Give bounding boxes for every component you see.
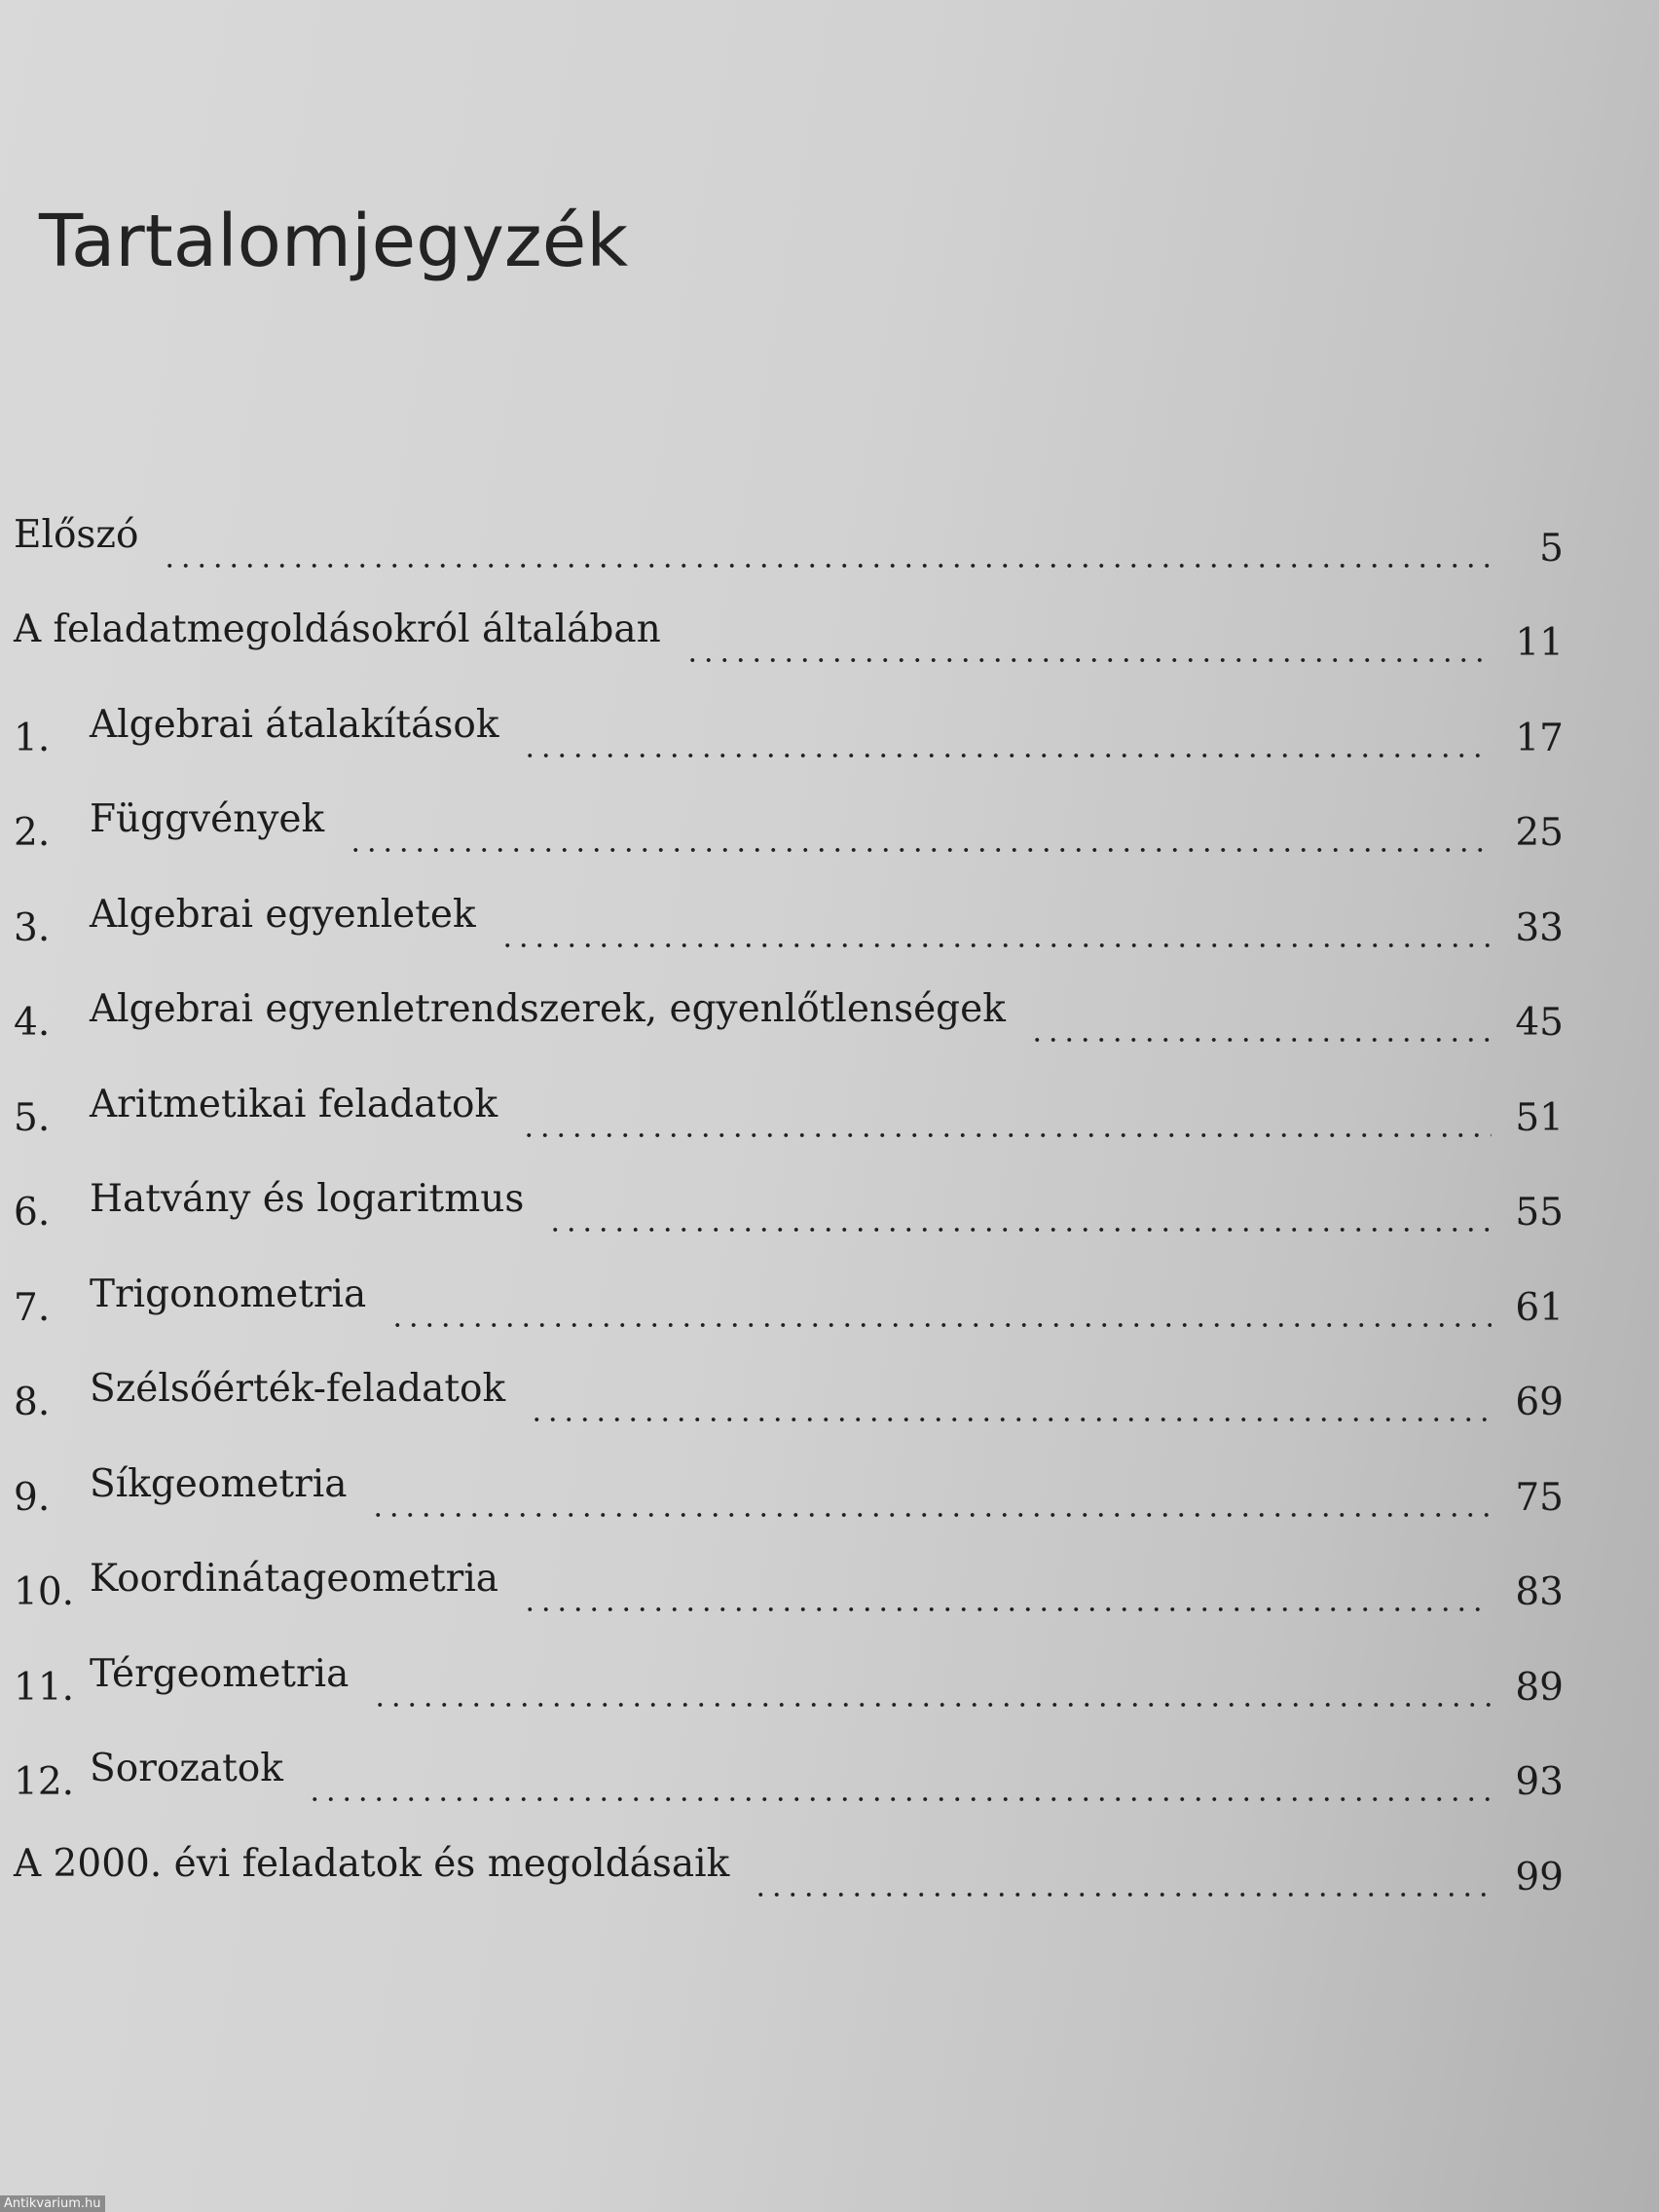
table-of-contents	[14, 502, 1564, 1927]
dot-leader	[521, 1132, 1492, 1138]
dot-leader	[370, 1512, 1492, 1518]
toc-entry-number: 6.	[14, 1191, 51, 1235]
toc-entry-title: Függvények	[90, 797, 325, 841]
toc-entry	[14, 1357, 1564, 1453]
toc-entry-title: Trigonometria	[90, 1272, 367, 1316]
toc-entry-number: 12.	[14, 1760, 75, 1804]
toc-entry-page-number: 51	[1515, 1095, 1564, 1140]
toc-entry	[14, 977, 1564, 1073]
toc-entry-page-number: 11	[1515, 621, 1564, 665]
toc-entry-number: 5.	[14, 1095, 51, 1140]
toc-entry-page-number: 17	[1515, 716, 1564, 760]
toc-entry-number: 8.	[14, 1381, 51, 1424]
toc-entry-title: Algebrai egyenletek	[90, 892, 476, 937]
toc-entry-number: 11.	[14, 1665, 75, 1710]
toc-entry-page-number: 89	[1515, 1665, 1564, 1710]
toc-entry-page-number: 69	[1515, 1381, 1564, 1424]
toc-entry-page-number: 5	[1539, 526, 1564, 571]
toc-entry-title: Hatvány és logaritmus	[90, 1177, 525, 1221]
toc-entry	[14, 1167, 1564, 1263]
toc-entry-number: 4.	[14, 1001, 51, 1045]
toc-entry-title: A 2000. évi feladatok és megoldásaik	[14, 1841, 730, 1886]
toc-entry-number: 9.	[14, 1475, 51, 1520]
dot-leader	[348, 847, 1492, 853]
toc-entry	[14, 502, 1564, 598]
toc-entry-page-number: 83	[1515, 1570, 1564, 1614]
toc-entry-page-number: 33	[1515, 905, 1564, 950]
toc-entry-number: 1.	[14, 716, 51, 760]
toc-entry-number: 7.	[14, 1285, 51, 1330]
dot-leader	[372, 1702, 1492, 1708]
toc-entry-page-number: 75	[1515, 1475, 1564, 1520]
toc-entry	[14, 788, 1564, 883]
toc-entry-title: Algebrai átalakítások	[90, 702, 499, 747]
toc-entry-title: Szélsőérték-feladatok	[90, 1367, 506, 1411]
dot-leader	[389, 1322, 1492, 1328]
toc-entry-number: 10.	[14, 1570, 75, 1614]
toc-entry-title: Sorozatok	[90, 1747, 283, 1790]
dot-leader	[307, 1796, 1492, 1802]
dot-leader	[684, 657, 1492, 663]
toc-entry-number: 3.	[14, 905, 51, 950]
dot-leader	[522, 1606, 1492, 1612]
toc-entry-page-number: 45	[1515, 1001, 1564, 1045]
dot-leader	[529, 1417, 1492, 1422]
toc-entry-page-number: 55	[1515, 1191, 1564, 1235]
toc-entry	[14, 1072, 1564, 1167]
dot-leader	[753, 1892, 1492, 1898]
toc-entry	[14, 598, 1564, 693]
toc-entry	[14, 1737, 1564, 1832]
toc-entry-page-number: 93	[1515, 1760, 1564, 1804]
toc-entry-title: Aritmetikai feladatok	[90, 1082, 498, 1126]
toc-entry-number: 2.	[14, 811, 51, 855]
watermark: Antikvarium.hu	[0, 2195, 105, 2212]
dot-leader	[1029, 1037, 1492, 1043]
dot-leader	[162, 563, 1492, 569]
toc-entry-title: Előszó	[14, 512, 139, 557]
toc-entry	[14, 1547, 1564, 1642]
toc-entry	[14, 1452, 1564, 1547]
dot-leader	[547, 1227, 1492, 1233]
toc-entry	[14, 1641, 1564, 1737]
toc-entry-title: Térgeometria	[90, 1651, 350, 1696]
toc-entry-page-number: 25	[1515, 811, 1564, 855]
toc-entry-title: Algebrai egyenletrendszerek, egyenlőtlenségek	[90, 987, 1006, 1031]
toc-entry-page-number: 61	[1515, 1285, 1564, 1330]
toc-entry	[14, 692, 1564, 788]
dot-leader	[499, 942, 1492, 948]
toc-entry	[14, 882, 1564, 977]
toc-entry	[14, 1262, 1564, 1357]
toc-entry-page-number: 99	[1515, 1855, 1564, 1899]
toc-entry	[14, 1831, 1564, 1927]
toc-entry-title: A feladatmegoldásokról általában	[14, 608, 661, 651]
page-title: Tartalomjegyzék	[39, 200, 629, 283]
toc-entry-title: Síkgeometria	[90, 1461, 348, 1506]
toc-entry-title: Koordinátageometria	[90, 1557, 499, 1601]
dot-leader	[522, 753, 1492, 758]
